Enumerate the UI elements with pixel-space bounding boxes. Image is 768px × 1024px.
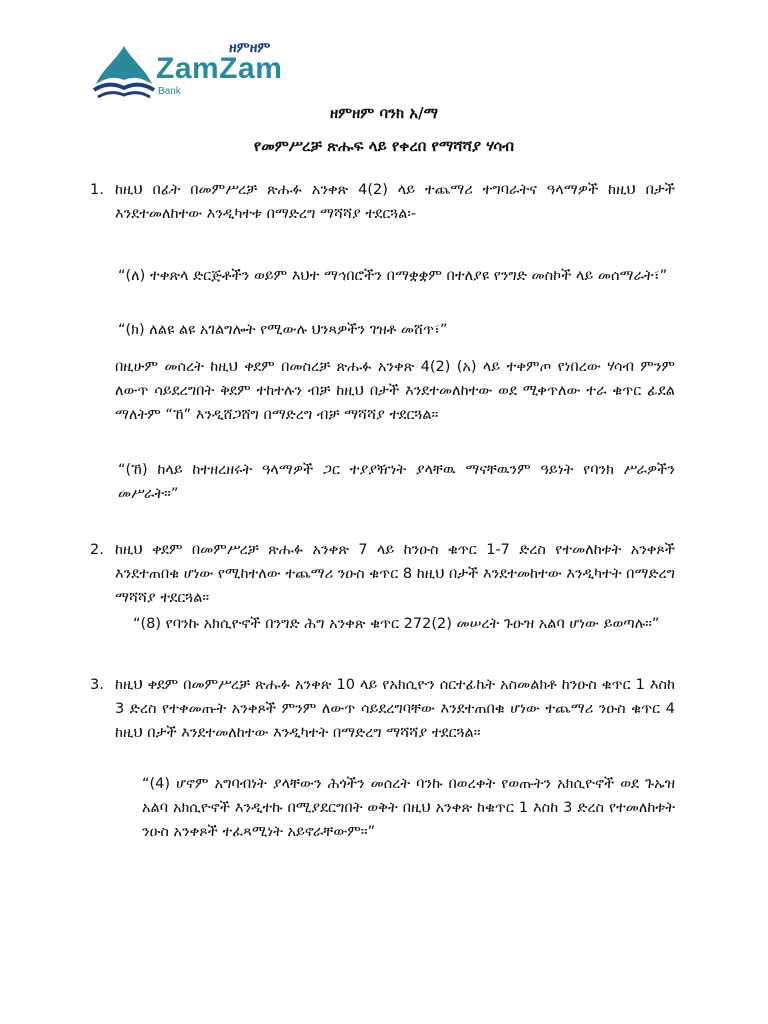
logo-mark-icon [92,44,156,100]
document-title: ዘምዘም ባንክ አ/ማ [329,104,439,122]
item-1-number: 1. [90,182,104,198]
logo-sub: Bank [158,86,181,97]
document-subtitle: የመምሥረቻ ጽሑፍ ላይ የቀረበ የማሻሻያ ሃሳብ [253,137,515,155]
item-1-text: ከዚህ በፊት በመምሥረቻ ጽሑፉ አንቀጽ 4(2) ላይ ተጨማሪ ተግባራትና ዓላማዎች ከዚህ በታች እንደተመለከተው እንዲካተቱ በማድረግ ማሻሻያ ተደርጓል፡- [115,182,675,222]
item-3-number: 3. [90,677,104,693]
item-1-body2: በዚሁም መሰረት ከዚህ ቀደም በመስረቻ ጽሑፉ አንቀጽ 4(2) (አ) ላይ ተቀምጦ የነበረው ሃሳብ ምንም ለውጥ ሳይደረግበት ቅደም ተከተሉን ብቻ ከዚህ በታች እንደተመለከተው ወደ ሚቀጥለው ተራ ቁጥር ፊደል ማለትም “ኸ” እንዲሸጋሸግ በማድረግ ብቻ ማሻሻያ ተደርጓል። [115,359,675,423]
item-2-text: ከዚህ ቀደም በመምሥረቻ ጽሑፉ አንቀጽ 7 ላይ ከንዑስ ቁጥር 1-7 ድረስ የተመለከቱት አንቀጾች እንደተጠበቁ ሆነው የሚከተለው ተጨማሪ ንዑስ ቁጥር 8 ከዚህ በታች እንደተመከተው እንዲካተት በማድረግ ማሻሻያ ተደርጓል። [115,542,675,606]
item-1-quote-b: “(ክ) ለልዩ ልዩ አገልግሎት የሚውሉ ህንጻዎችን ገዝቶ መሸጥ፣” [118,322,448,338]
item-3-quote: “(4) ሆኖም አግባብነት ያላቸውን ሕጎችን መሰረት ባንኩ በወረቀት የወጡትን አክሲዮኖች ወደ ጉኡዝ አልባ አክሲዮኖች እንዲተኩ በሚያደርግበት ወቅት በዚህ አንቀጽ ከቁጥር 1 እስከ 3 ድረስ የተመለከቱት ንዑስ አንቀጾች ተፈጻሚነት አይኖራቸውም።” [142,776,675,840]
item-3-text: ከዚህ ቀደም በመምሥረቻ ጽሑፉ አንቀጽ 10 ላይ የአክሲዮን ሰርተፊኬት አስመልክቶ ከንዑስ ቁጥር 1 እስከ 3 ድረስ የተቀመጡት አንቀጾች ምንም ለውጥ ሳይደረግባቸው እንደተጠበቁ ሆነው ተጨማሪ ንዑስ ቁጥር 4 ከዚህ በታች እንደተመለከተው እንዲካተት በማድረግ ማሻሻያ ተደርጓል። [115,677,675,741]
item-2-number: 2. [90,542,104,558]
zamzam-logo [92,40,332,100]
item-1-quote-c: “(ኸ) ከላይ ከተዘረዘሩት ዓላማዎች ጋር ተያያዥነት ያላቸዉ ማናቸዉንም ዓይነት የባንክ ሥራዎችን መሥራት።” [118,462,675,502]
item-2-quote: “(8) የባንኩ አክሲዮኖች በንግድ ሕግ አንቀጽ ቁጥር 272(2) መሠረት ጉዑዝ አልባ ሆነው ይወጣሉ።” [133,616,660,632]
logo-amharic-text: ዘምዘም [229,40,271,56]
logo-name: ZamZam [156,52,283,85]
item-1-quote-a: “(ለ) ተቀጽላ ድርጅቶችን ወይም እህተ ማኅበሮችን በማቋቋም በተለያዩ የንግድ መስኮች ላይ መሰማራት፣” [118,268,668,284]
